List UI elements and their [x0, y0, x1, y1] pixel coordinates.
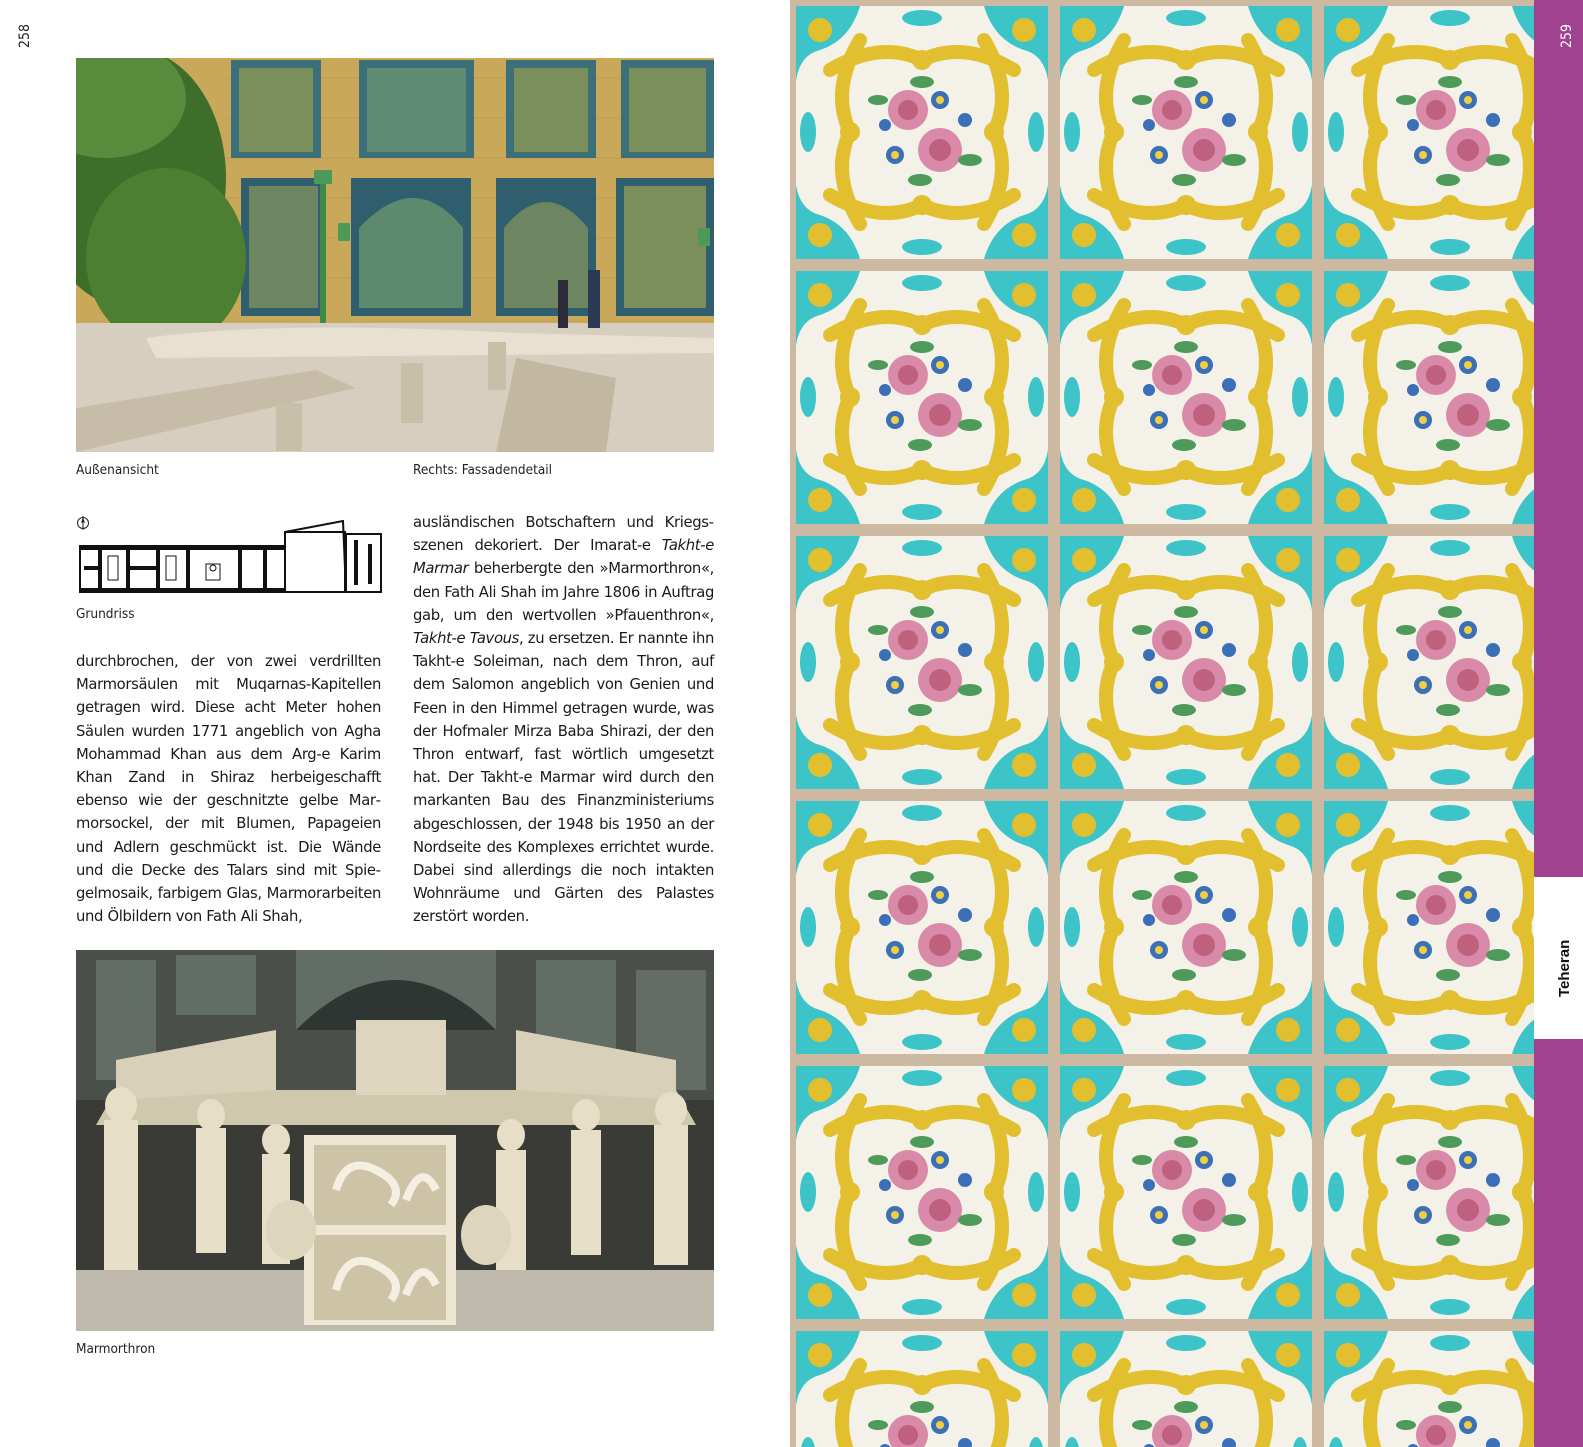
text-column-right-part2: beherbergte den »Marmorthron«, den Fath Ali Shah im Jahre 1806 in Auftrag gab, um den wertvollen »Pfauenthron«, — [413, 560, 714, 624]
section-tab-label: Teheran — [1556, 939, 1573, 997]
caption-exterior: Außenansicht — [76, 462, 159, 478]
text-column-right-part1: ausländischen Botschaftern und Kriegsszenen dekoriert. Der Imarat-e — [413, 514, 714, 555]
section-sidebar — [1534, 0, 1583, 1447]
floor-plan — [78, 520, 384, 596]
exterior-photo — [76, 58, 714, 452]
caption-throne: Marmorthron — [76, 1341, 156, 1357]
text-column-right-italic1: Takht-e Marmar — [413, 537, 714, 578]
text-column-left: durchbrochen, der von zwei verdrillten Marmorsäulen mit Muqarnas-Kapitellen getragen wird. Diese acht Meter hohen Säulen wurden 1771 angeblich von Agha Mohammad Khan aus dem Arg-e Karim Khan Zand in Shiraz herbeigeschafft ebenso wie der geschnitzte gelbe Marmorsockel, der mit Blumen, Papageien und Adlern geschmückt ist. Die Wände und die Decke des Talars sind mit Spiegelmosaik, farbigem Glas, Marmorarbeiten und Ölbildern von Fath Ali Shah, — [76, 653, 381, 926]
text-column-right-part3: , zu ersetzen. Er nannte ihn Takht-e Soleiman, nach dem Thron, auf dem Salomon angeblich von Genien und Feen in den Himmel getragen wurde, was der Hofmaler Mirza Baba Shirazi, der den Thron entwarf, fast wörtlich umgesetzt hat. Der Takht-e Marmar wird durch den markanten Bau des Finanzministeriums abgeschlossen, der 1948 bis 1950 an der Nordseite des Komplexes errichtet wurde. Dabei sind allerdings die noch intakten Wohnräume und Gärten des Palastes zerstört worden. — [413, 630, 714, 926]
marble-throne-photo — [76, 950, 714, 1331]
caption-facade-detail: Rechts: Fassadendetail — [413, 462, 553, 478]
text-column-right-italic2: Takht-e Tavous — [413, 630, 520, 648]
page-number-left: 258 — [17, 23, 33, 48]
text-column-right — [413, 511, 714, 929]
page-number-right: 259 — [1559, 23, 1575, 48]
caption-floor-plan: Grundriss — [76, 606, 135, 622]
facade-tile-photo — [790, 0, 1534, 1447]
